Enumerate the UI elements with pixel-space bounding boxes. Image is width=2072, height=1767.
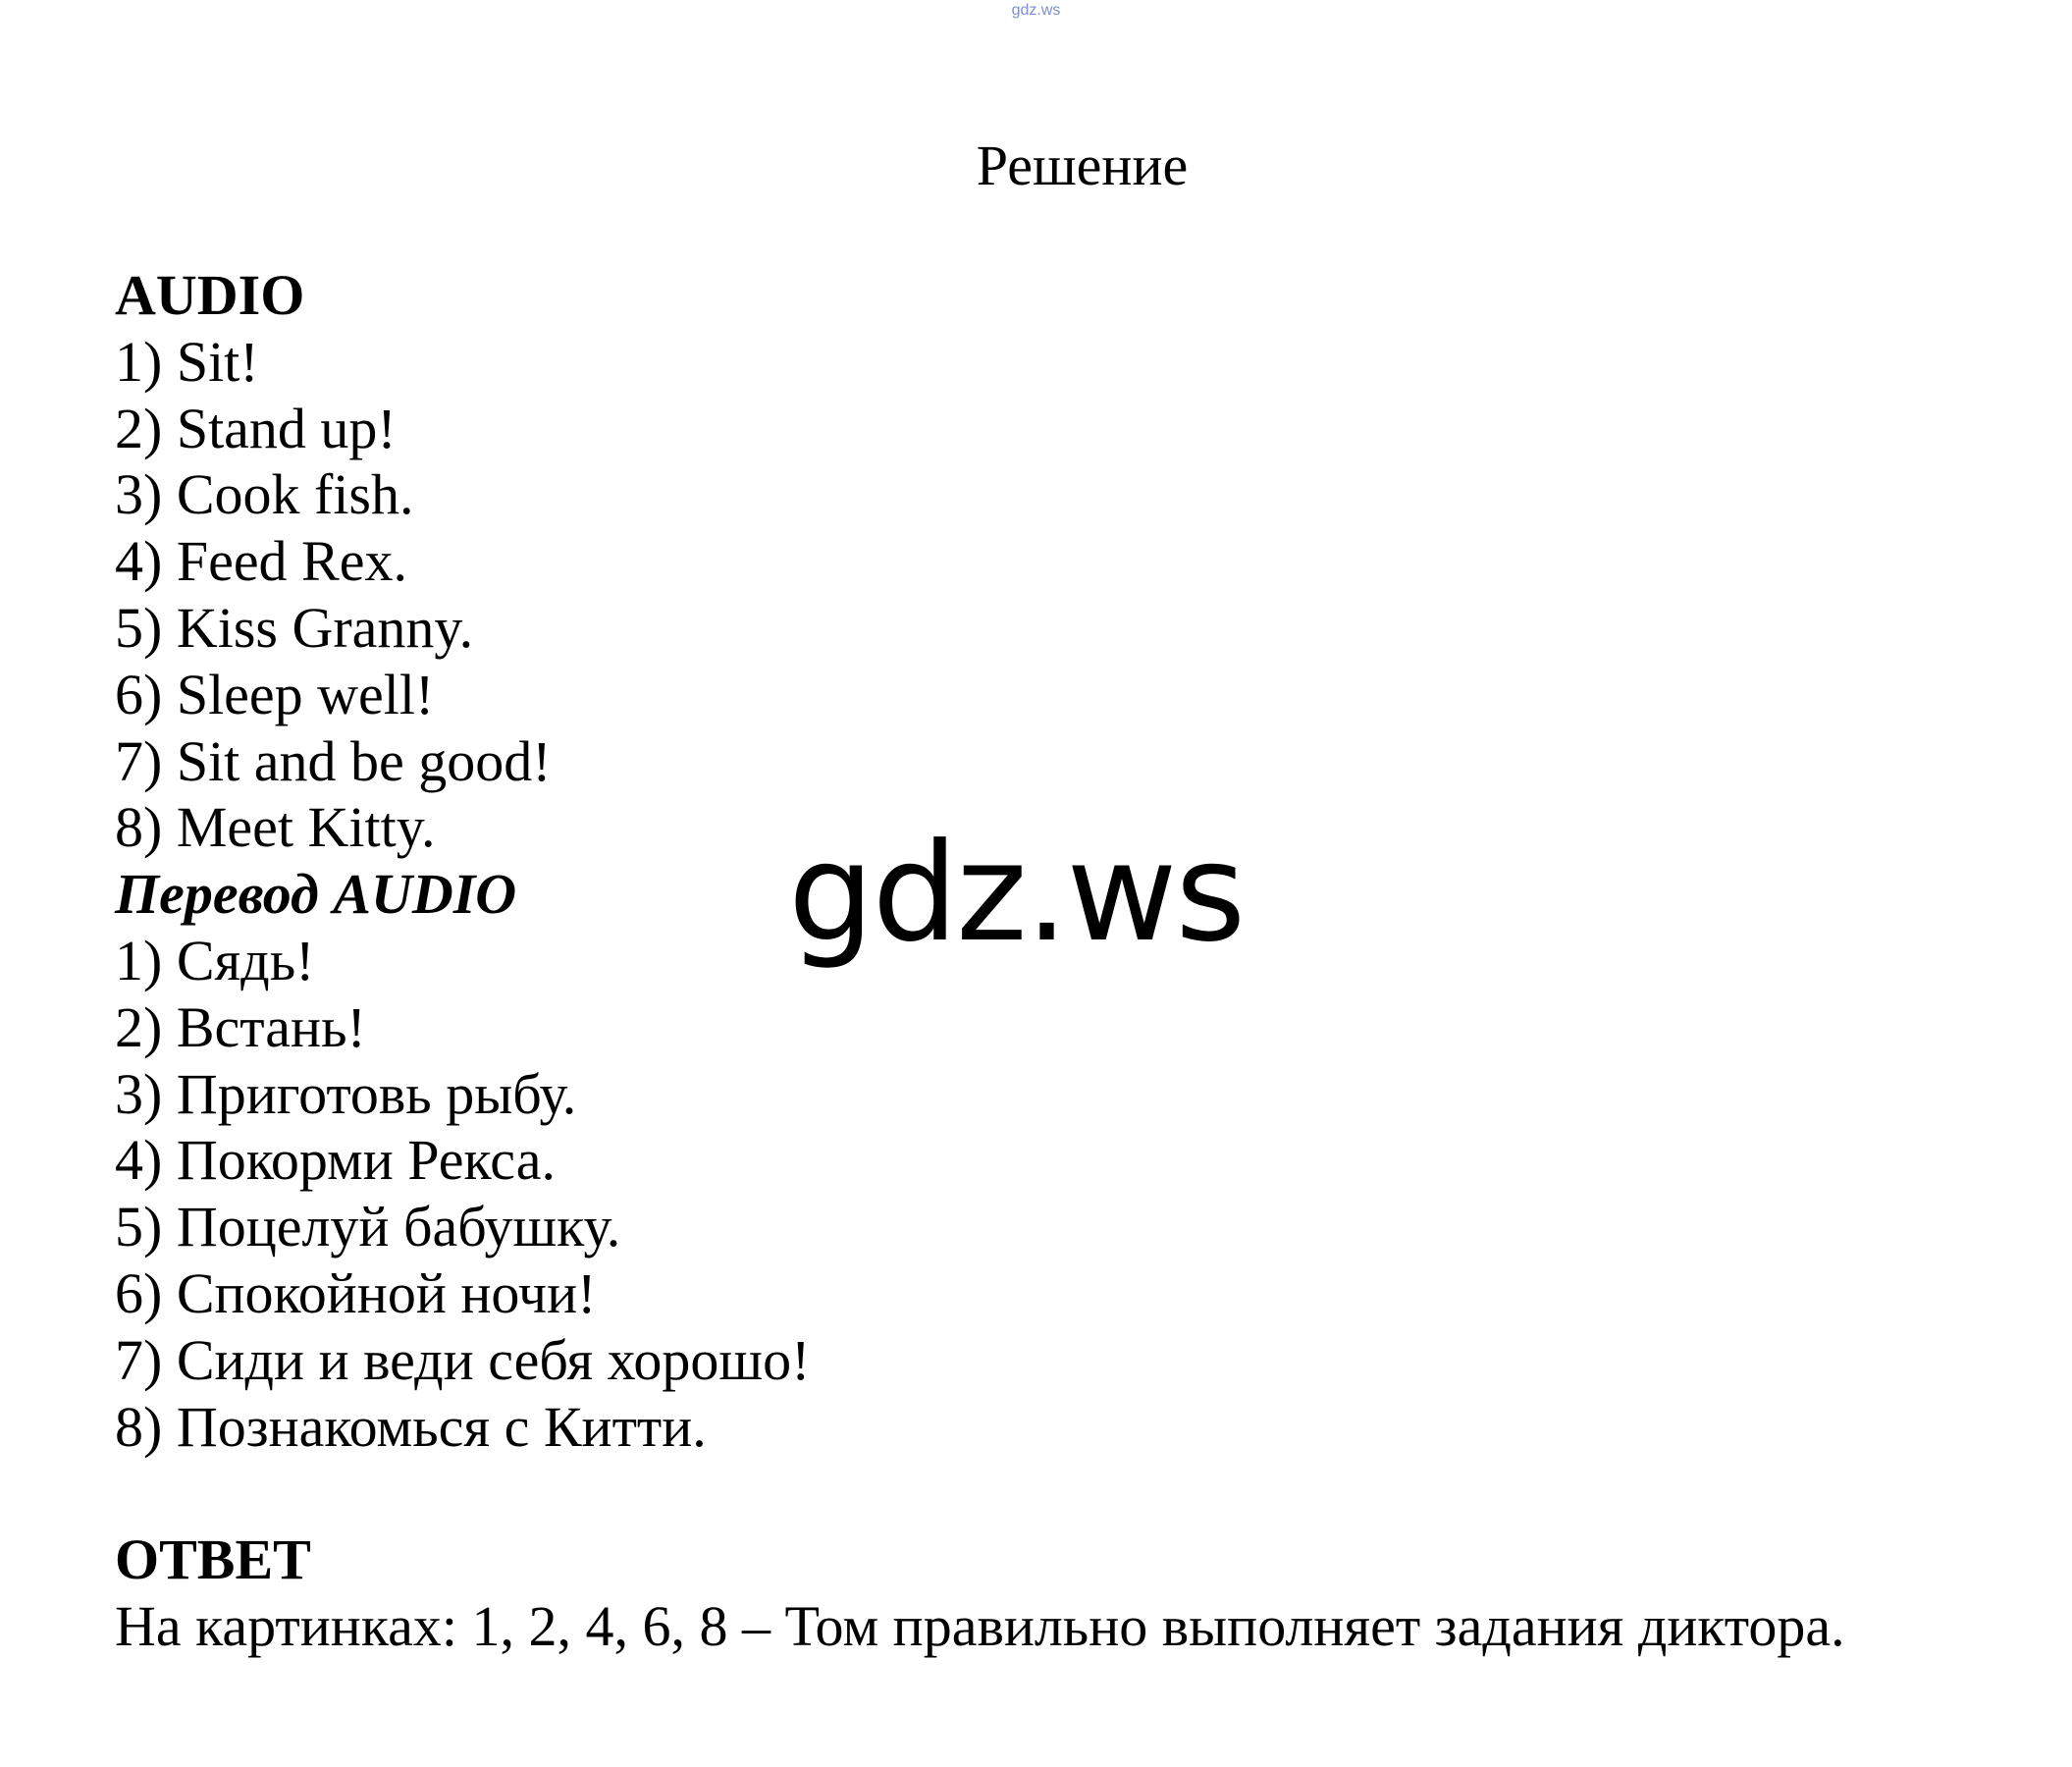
audio-item-4: 4) Feed Rex. — [115, 529, 407, 594]
audio-item-7: 7) Sit and be good! — [115, 728, 552, 793]
answer-text: На картинках: 1, 2, 4, 6, 8 – Том правильно выполняет задания диктора. — [115, 1593, 1845, 1658]
translation-item-6: 6) Спокойной ночи! — [115, 1260, 597, 1325]
translation-item-5: 5) Поцелуй бабушку. — [115, 1195, 621, 1259]
translation-item-3: 3) Приготовь рыбу. — [115, 1061, 577, 1126]
audio-item-3: 3) Cook fish. — [115, 462, 414, 527]
translation-item-1: 1) Сядь! — [115, 928, 315, 992]
translation-item-4: 4) Покорми Рекса. — [115, 1128, 556, 1193]
audio-item-1: 1) Sit! — [115, 329, 259, 394]
audio-item-6: 6) Sleep well! — [115, 662, 435, 726]
audio-heading: AUDIO — [115, 263, 305, 327]
audio-item-8: 8) Meet Kitty. — [115, 795, 436, 860]
translation-item-7: 7) Сиди и веди себя хорошо! — [115, 1327, 811, 1392]
center-watermark: gdz.ws — [788, 814, 1245, 972]
section-spacer — [115, 1460, 1845, 1526]
audio-item-5: 5) Kiss Granny. — [115, 595, 474, 660]
page-title: Решение — [976, 134, 1189, 197]
translation-item-2: 2) Встань! — [115, 994, 366, 1059]
translation-item-8: 8) Познакомься с Китти. — [115, 1394, 707, 1459]
top-watermark-link: gdz.ws — [1011, 2, 1061, 19]
audio-item-2: 2) Stand up! — [115, 396, 397, 460]
answer-heading: ОТВЕТ — [115, 1527, 311, 1592]
translation-heading: Перевод AUDIO — [115, 862, 517, 927]
